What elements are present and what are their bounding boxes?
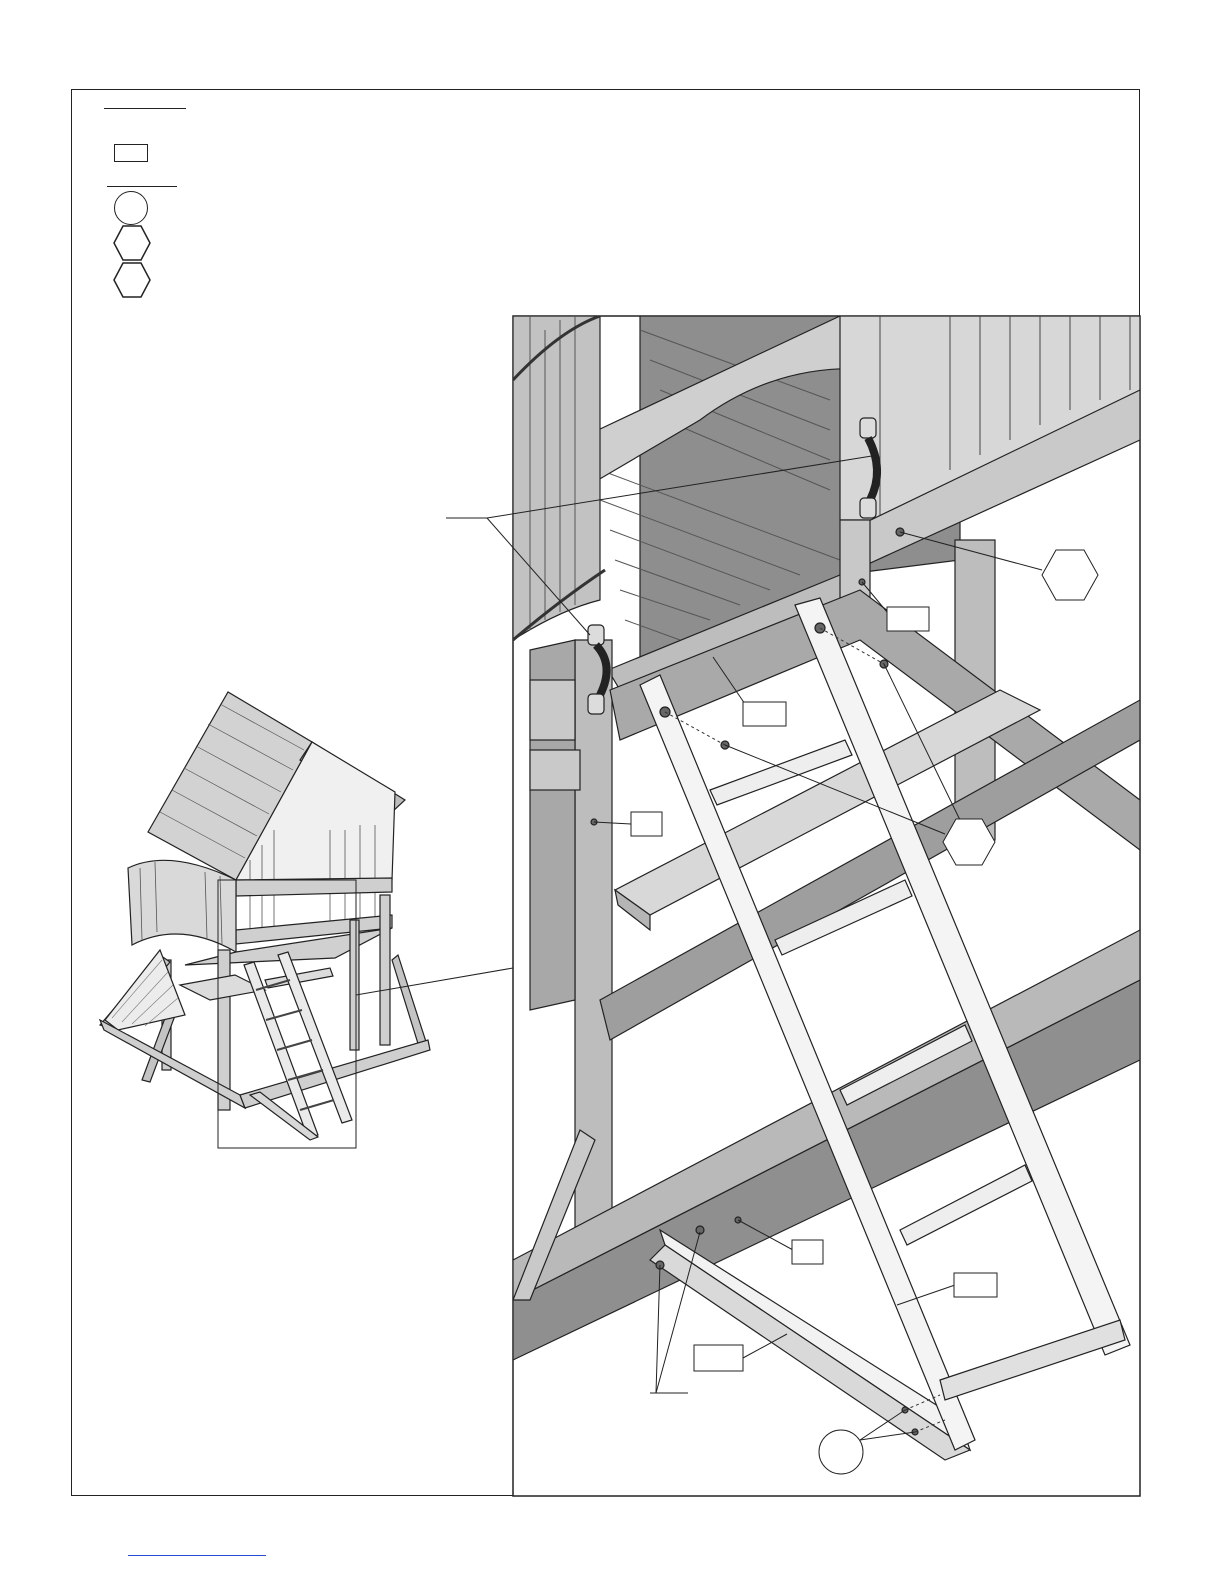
callout-rect-upper-right: [887, 607, 929, 631]
callout-rect-ramp: [694, 1345, 743, 1371]
callout-rect-deck: [743, 702, 786, 726]
callout-rect-post: [631, 812, 662, 836]
playset-overview-icon: [100, 692, 430, 1140]
callout-rect-ladder: [954, 1273, 997, 1297]
callout-rect-base: [792, 1240, 823, 1264]
footer-link-underline[interactable]: [128, 1555, 266, 1556]
callout-circle-bottom: [819, 1430, 863, 1474]
